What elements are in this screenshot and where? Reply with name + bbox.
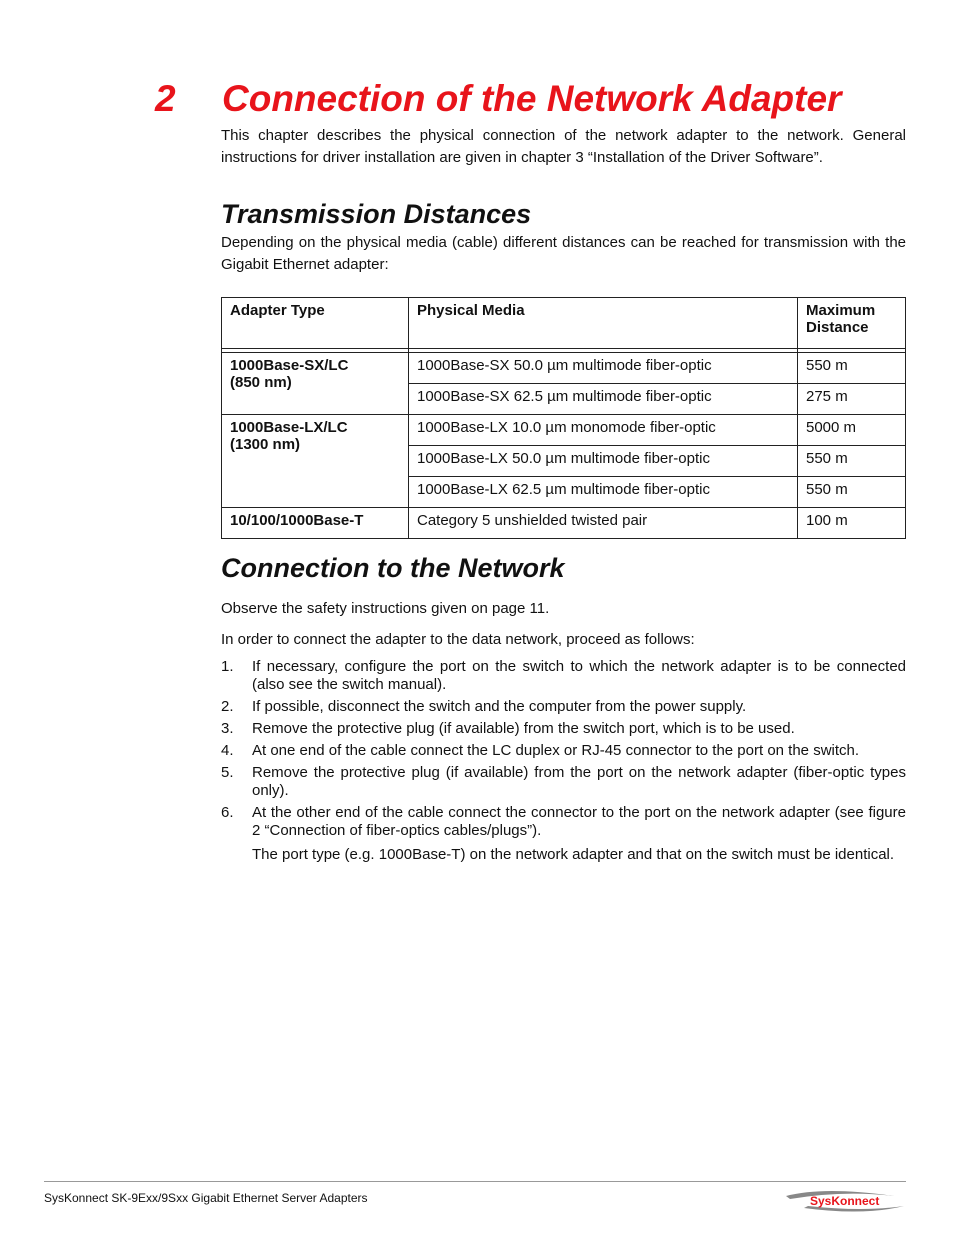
step-number: 2. xyxy=(221,698,234,715)
distance-cell: 550 m xyxy=(798,477,906,508)
step-text: Remove the protective plug (if available) from the port on the network adapter (fiber-optic types only). xyxy=(252,764,906,799)
adapter-type-cell: 1000Base-LX/LC (1300 nm) xyxy=(222,415,409,508)
table-row xyxy=(222,353,906,384)
step-text: At one end of the cable connect the LC duplex or RJ-45 connector to the port on the switch. xyxy=(252,742,860,759)
table-row xyxy=(222,415,906,446)
distance-cell: 5000 m xyxy=(798,415,906,446)
intro-paragraph: This chapter describes the physical connection of the network adapter to the network. General instructions for driver installation are given in chapter 3 “Installation of the Driver Software”. xyxy=(221,127,906,166)
list-item xyxy=(221,658,906,694)
distance-table xyxy=(221,297,906,539)
step-text: Remove the protective plug (if available) from the switch port, which is to be used. xyxy=(252,720,795,737)
header-adapter-type: Adapter Type xyxy=(222,298,409,349)
list-item xyxy=(221,764,906,800)
svg-text:SysKonnect: SysKonnect xyxy=(810,1194,880,1208)
step-text: At the other end of the cable connect the connector to the port on the network adapter (see figure 2 “Connection of fiber-optics cables/plugs”). xyxy=(252,804,906,839)
step-number: 3. xyxy=(221,720,234,737)
syskonnect-logo xyxy=(784,1186,906,1216)
section-heading-transmission: Transmission Distances xyxy=(221,199,532,229)
media-cell: 1000Base-SX 62.5 µm multimode fiber-optic xyxy=(409,384,798,415)
step-text: If possible, disconnect the switch and the computer from the power supply. xyxy=(252,698,747,715)
distance-cell: 550 m xyxy=(798,353,906,384)
media-cell: 1000Base-LX 50.0 µm multimode fiber-optic xyxy=(409,446,798,477)
procedure-steps-list xyxy=(221,658,906,868)
list-item xyxy=(221,742,906,760)
transmission-paragraph: Depending on the physical media (cable) different distances can be reached for transmission with the Gigabit Ethernet adapter: xyxy=(221,234,906,273)
distance-cell: 550 m xyxy=(798,446,906,477)
media-cell: 1000Base-LX 62.5 µm multimode fiber-optic xyxy=(409,477,798,508)
list-item xyxy=(221,720,906,738)
procedure-intro-paragraph: In order to connect the adapter to the data network, proceed as follows: xyxy=(221,631,695,648)
header-maximum-distance: Maximum Distance xyxy=(798,298,906,349)
adapter-type-cell: 10/100/1000Base-T xyxy=(222,508,409,539)
step-note: The port type (e.g. 1000Base-T) on the network adapter and that on the switch must be identical. xyxy=(252,846,895,863)
table-row xyxy=(222,508,906,539)
step-number: 6. xyxy=(221,804,234,821)
logo-swoosh-icon xyxy=(784,1186,906,1216)
footer-divider xyxy=(44,1181,906,1182)
footer-text: SysKonnect SK-9Exx/9Sxx Gigabit Ethernet Server Adapters xyxy=(44,1191,368,1205)
step-number: 4. xyxy=(221,742,234,759)
chapter-title: Connection of the Network Adapter xyxy=(222,78,842,119)
list-item xyxy=(221,804,906,864)
distance-cell: 275 m xyxy=(798,384,906,415)
safety-paragraph: Observe the safety instructions given on page 11. xyxy=(221,600,550,617)
media-cell: 1000Base-SX 50.0 µm multimode fiber-optic xyxy=(409,353,798,384)
step-number: 5. xyxy=(221,764,234,781)
step-number: 1. xyxy=(221,658,234,675)
media-cell: 1000Base-LX 10.0 µm monomode fiber-optic xyxy=(409,415,798,446)
step-text: If necessary, configure the port on the switch to which the network adapter is to be connected (also see the switch manual). xyxy=(252,658,906,693)
list-item xyxy=(221,698,906,716)
section-heading-connection: Connection to the Network xyxy=(221,553,565,583)
adapter-type-cell: 1000Base-SX/LC (850 nm) xyxy=(222,353,409,415)
media-cell: Category 5 unshielded twisted pair xyxy=(409,508,798,539)
header-physical-media: Physical Media xyxy=(409,298,798,349)
chapter-number: 2 xyxy=(155,78,176,119)
distance-cell: 100 m xyxy=(798,508,906,539)
table-header-row xyxy=(222,298,906,349)
